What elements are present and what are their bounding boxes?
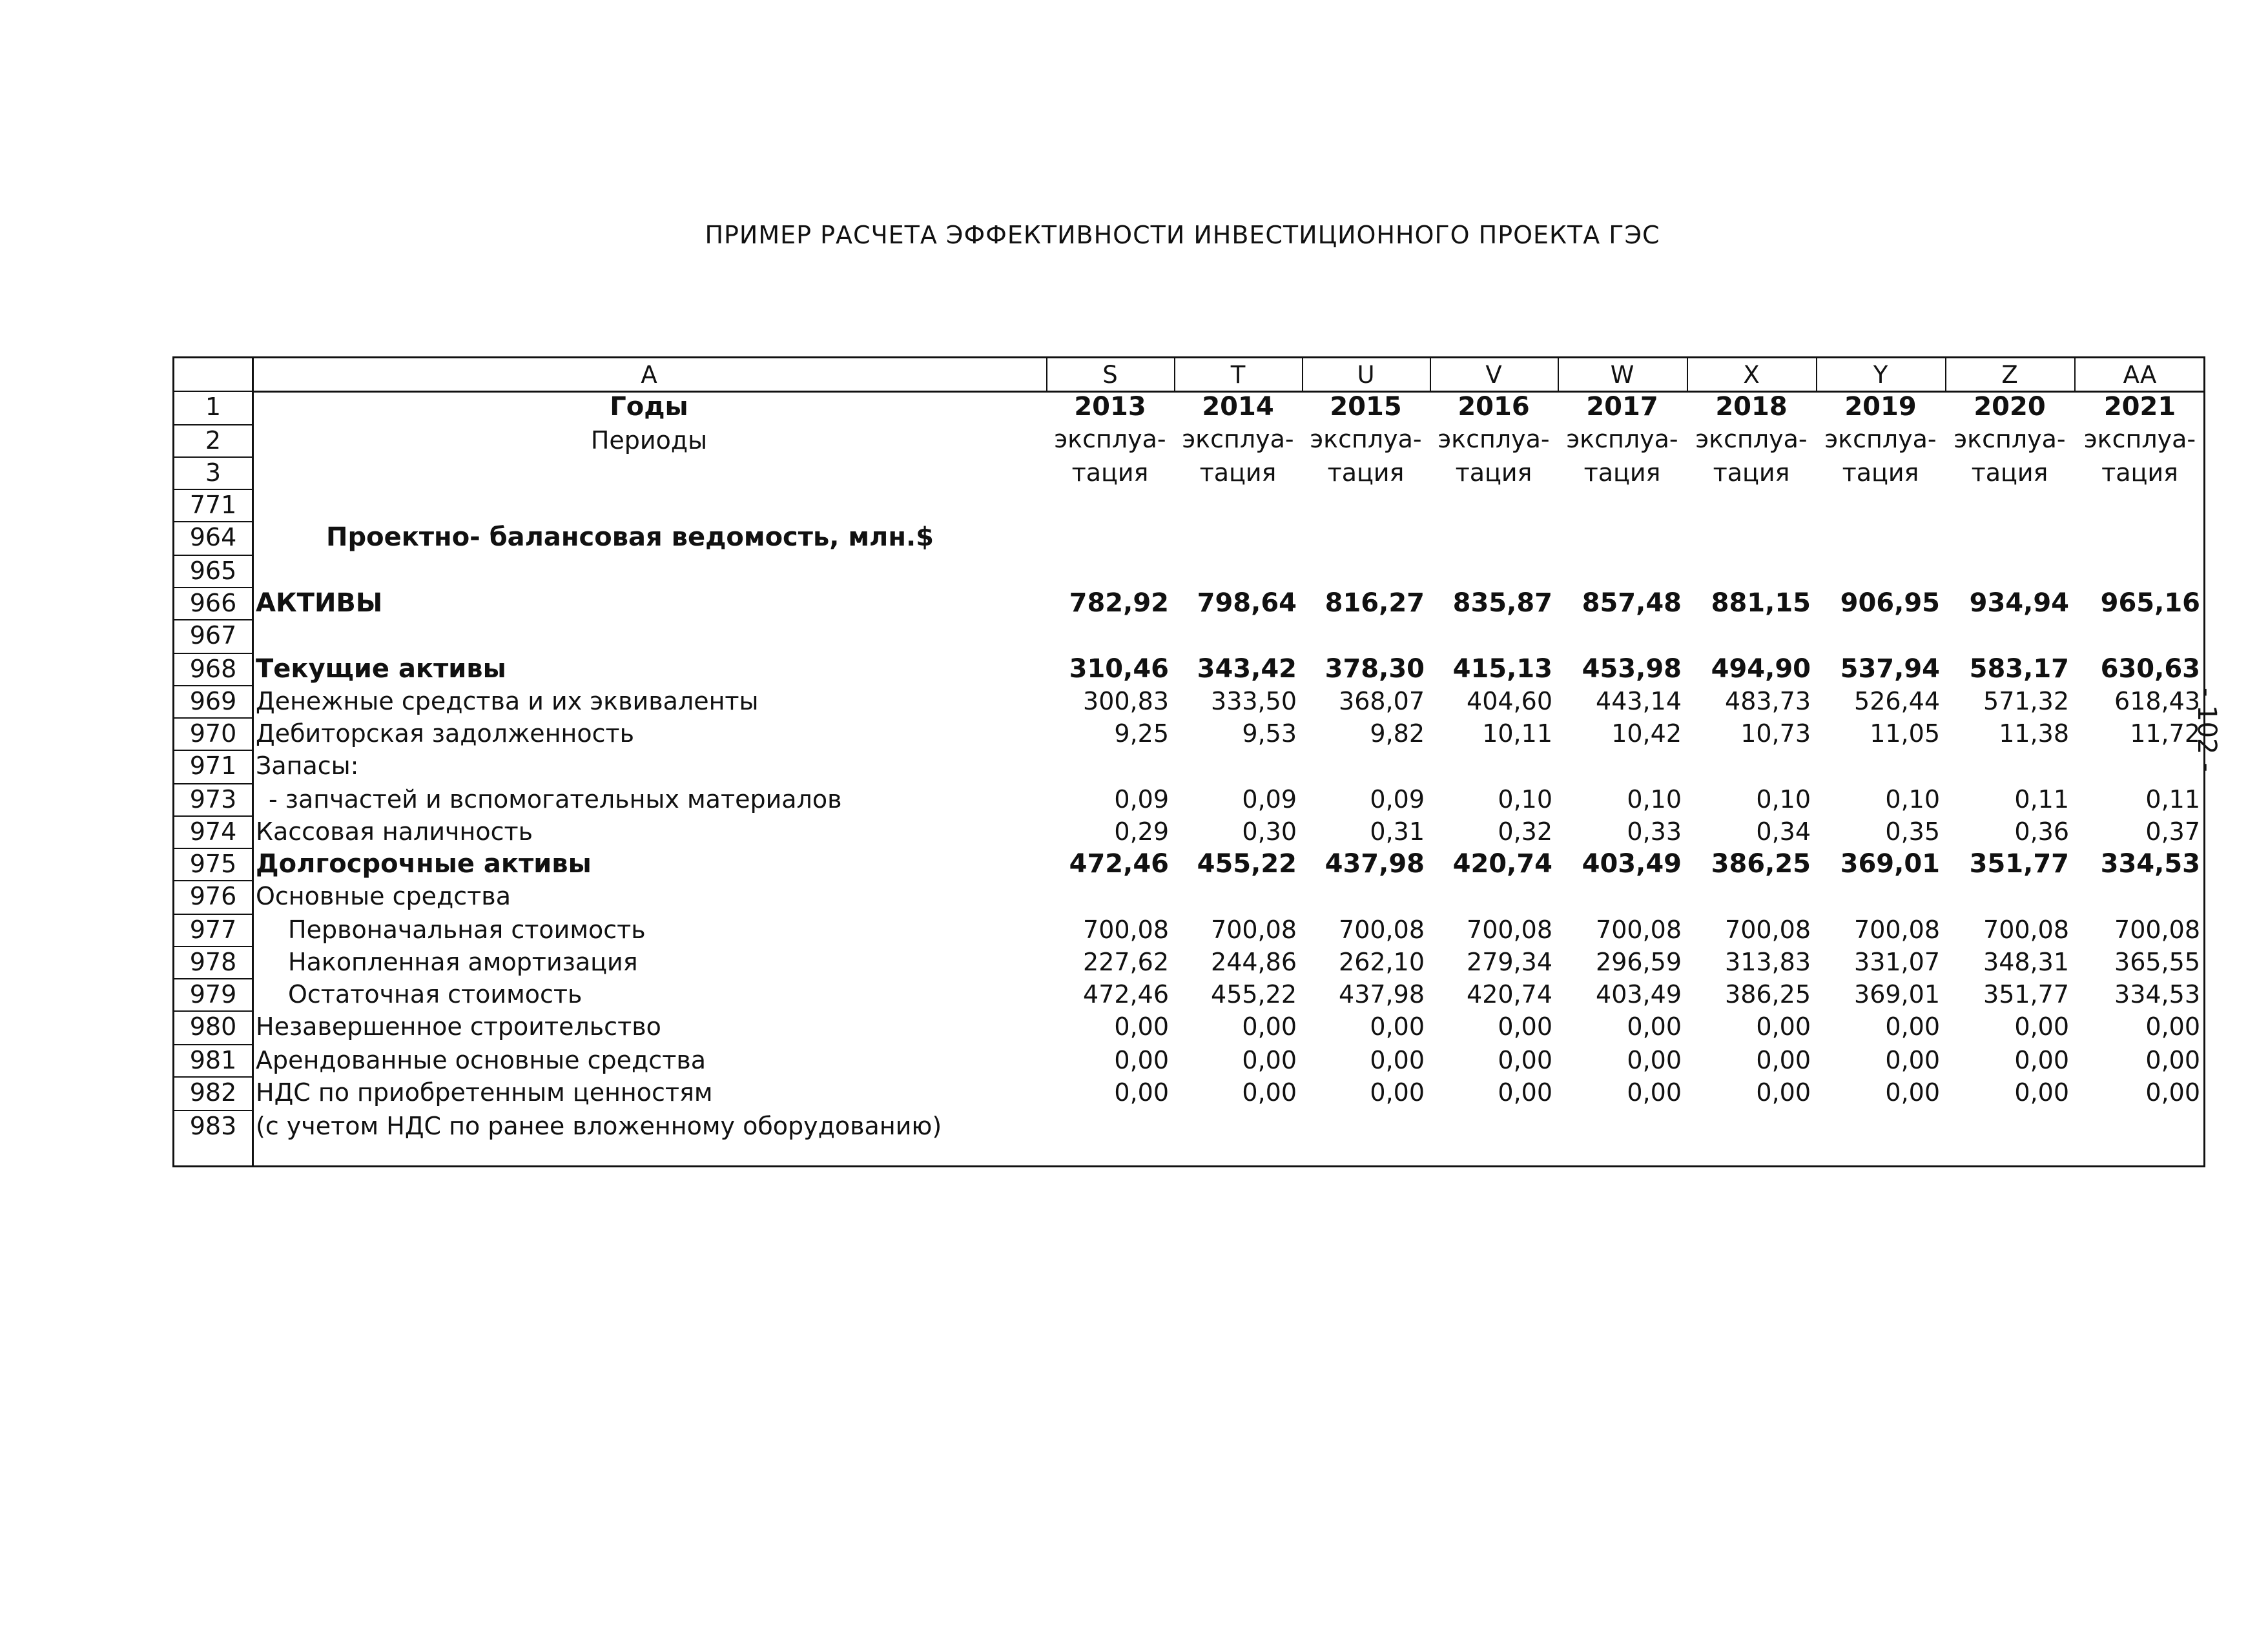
value-cell: 10,73	[1740, 719, 1811, 748]
year-cell: 2014	[1202, 392, 1274, 422]
row-number[interactable]: 977	[189, 916, 237, 944]
value-cell: 420,74	[1452, 849, 1552, 879]
period-cell: эксплуа-	[1438, 425, 1550, 453]
period-cell: тация	[1327, 458, 1405, 487]
value-cell: 0,00	[2014, 1046, 2069, 1074]
value-cell: 483,73	[1725, 687, 1811, 715]
value-cell: 310,46	[1069, 654, 1169, 684]
value-cell: 537,94	[1840, 654, 1940, 684]
value-cell: 0,00	[2014, 1012, 2069, 1041]
value-cell: 333,50	[1211, 687, 1297, 715]
value-cell: 378,30	[1325, 654, 1425, 684]
value-cell: 0,00	[1242, 1078, 1297, 1107]
year-cell: 2013	[1074, 392, 1146, 422]
value-cell: 0,29	[1114, 817, 1169, 846]
value-cell: 11,38	[1999, 719, 2069, 748]
year-cell: 2017	[1586, 392, 1658, 422]
year-cell: 2015	[1330, 392, 1402, 422]
value-cell: 0,37	[2145, 817, 2200, 846]
value-cell: 0,00	[1885, 1046, 1940, 1074]
value-cell: 0,34	[1756, 817, 1811, 846]
period-cell: эксплуа-	[1310, 425, 1422, 453]
period-cell: тация	[1971, 458, 2048, 487]
value-cell: 437,98	[1339, 980, 1425, 1009]
value-cell: 0,00	[1498, 1012, 1552, 1041]
value-cell: 700,08	[1725, 916, 1811, 944]
period-cell: тация	[1713, 458, 1790, 487]
value-cell: 334,53	[2114, 980, 2200, 1009]
column-divider	[1558, 358, 1559, 391]
value-cell: 0,11	[2014, 785, 2069, 814]
column-divider	[1174, 358, 1175, 391]
period-cell: тация	[1199, 458, 1277, 487]
value-cell: 700,08	[1467, 916, 1552, 944]
value-cell: 369,01	[1840, 849, 1940, 879]
row-label: Денежные средства и их эквиваленты	[256, 687, 759, 715]
value-cell: 415,13	[1452, 654, 1552, 684]
column-divider	[2074, 358, 2076, 391]
value-cell: 0,00	[1114, 1012, 1169, 1041]
row-label: Накопленная амортизация	[288, 948, 638, 976]
row-label: Остаточная стоимость	[288, 980, 582, 1009]
value-cell: 700,08	[1339, 916, 1425, 944]
value-cell: 0,00	[2145, 1012, 2200, 1041]
value-cell: 351,77	[1969, 849, 2069, 879]
value-cell: 965,16	[2100, 588, 2200, 618]
value-cell: 334,53	[2100, 849, 2200, 879]
value-cell: 583,17	[1969, 654, 2069, 684]
row-number[interactable]: 968	[189, 655, 237, 683]
row-number[interactable]: 3	[205, 458, 222, 487]
value-cell: 455,22	[1197, 849, 1297, 879]
value-cell: 0,00	[1885, 1078, 1940, 1107]
value-cell: 11,72	[2130, 719, 2200, 748]
column-header-t[interactable]: T	[1230, 361, 1246, 389]
value-cell: 798,64	[1197, 588, 1297, 618]
column-divider	[1430, 358, 1431, 391]
value-cell: 0,30	[1242, 817, 1297, 846]
page-number: - 102 -	[2192, 688, 2222, 772]
row-label: Долгосрочные активы	[256, 849, 592, 879]
value-cell: 0,00	[1370, 1078, 1425, 1107]
value-cell: 244,86	[1211, 948, 1297, 976]
period-cell: тация	[1455, 458, 1532, 487]
value-cell: 700,08	[1854, 916, 1940, 944]
value-cell: 494,90	[1711, 654, 1811, 684]
value-cell: 0,00	[1627, 1012, 1682, 1041]
value-cell: 403,49	[1596, 980, 1682, 1009]
value-cell: 455,22	[1211, 980, 1297, 1009]
row-number[interactable]: 975	[189, 850, 237, 878]
value-cell: 369,01	[1854, 980, 1940, 1009]
year-cell: 2020	[1974, 392, 2046, 422]
value-cell: 348,31	[1983, 948, 2069, 976]
value-cell: 403,49	[1582, 849, 1682, 879]
row-number[interactable]: 966	[189, 589, 237, 617]
row-label: - запчастей и вспомогательных материалов	[269, 785, 842, 814]
value-cell: 472,46	[1069, 849, 1169, 879]
column-header-s[interactable]: S	[1102, 361, 1118, 389]
value-cell: 0,00	[1885, 1012, 1940, 1041]
value-cell: 9,25	[1114, 719, 1169, 748]
value-cell: 386,25	[1711, 849, 1811, 879]
value-cell: 404,60	[1467, 687, 1552, 715]
value-cell: 10,42	[1611, 719, 1682, 748]
row-number[interactable]: 1	[205, 393, 222, 421]
value-cell: 700,08	[1211, 916, 1297, 944]
value-cell: 0,36	[2014, 817, 2069, 846]
value-cell: 331,07	[1854, 948, 1940, 976]
row-number[interactable]: 979	[189, 980, 237, 1009]
value-cell: 700,08	[1083, 916, 1169, 944]
row-label: Первоначальная стоимость	[288, 916, 646, 944]
value-cell: 343,42	[1197, 654, 1297, 684]
value-cell: 0,00	[1114, 1078, 1169, 1107]
value-cell: 0,00	[2145, 1078, 2200, 1107]
value-cell: 0,00	[1370, 1046, 1425, 1074]
period-cell: тация	[1071, 458, 1149, 487]
period-cell: эксплуа-	[1566, 425, 1678, 453]
row-number[interactable]: 980	[189, 1012, 237, 1041]
value-cell: 0,10	[1498, 785, 1552, 814]
value-cell: 386,25	[1725, 980, 1811, 1009]
row-number[interactable]: 771	[189, 491, 237, 519]
row-label: Незавершенное строительство	[256, 1012, 661, 1041]
column-divider	[1945, 358, 1946, 391]
row-number[interactable]: 971	[189, 752, 237, 780]
column-divider	[1816, 358, 1817, 391]
value-cell: 0,00	[1242, 1012, 1297, 1041]
page-title: ПРИМЕР РАСЧЕТА ЭФФЕКТИВНОСТИ ИНВЕСТИЦИОННОГО ПРОЕКТА ГЭС	[705, 221, 1660, 249]
value-cell: 0,00	[1498, 1046, 1552, 1074]
value-cell: 0,10	[1627, 785, 1682, 814]
column-header-z[interactable]: Z	[2001, 361, 2018, 389]
value-cell: 0,09	[1242, 785, 1297, 814]
column-header-u[interactable]: U	[1357, 361, 1375, 389]
year-cell: 2019	[1844, 392, 1917, 422]
value-cell: 700,08	[2114, 916, 2200, 944]
value-cell: 0,00	[1627, 1046, 1682, 1074]
value-cell: 0,11	[2145, 785, 2200, 814]
column-divider	[1302, 358, 1303, 391]
period-cell: эксплуа-	[2083, 425, 2196, 453]
value-cell: 9,82	[1370, 719, 1425, 748]
value-cell: 906,95	[1840, 588, 1940, 618]
year-cell: 2018	[1715, 392, 1788, 422]
period-cell: тация	[1842, 458, 1919, 487]
row-number[interactable]: 973	[189, 785, 237, 814]
value-cell: 0,00	[1756, 1078, 1811, 1107]
column-header-aa[interactable]: AA	[2123, 361, 2157, 389]
value-cell: 0,00	[1498, 1078, 1552, 1107]
value-cell: 0,00	[1370, 1012, 1425, 1041]
row-label: (с учетом НДС по ранее вложенному оборудованию)	[256, 1112, 942, 1140]
value-cell: 9,53	[1242, 719, 1297, 748]
column-header-w[interactable]: W	[1610, 361, 1634, 389]
column-header-v[interactable]: V	[1485, 361, 1502, 389]
value-cell: 296,59	[1596, 948, 1682, 976]
value-cell: 881,15	[1711, 588, 1811, 618]
value-cell: 227,62	[1083, 948, 1169, 976]
column-divider	[1046, 358, 1047, 391]
value-cell: 300,83	[1083, 687, 1169, 715]
years-label: Годы	[610, 392, 688, 422]
value-cell: 368,07	[1339, 687, 1425, 715]
row-number[interactable]: 969	[189, 687, 237, 715]
value-cell: 0,09	[1114, 785, 1169, 814]
value-cell: 453,98	[1582, 654, 1682, 684]
value-cell: 0,00	[1756, 1012, 1811, 1041]
periods-label: Периоды	[590, 426, 708, 455]
period-cell: эксплуа-	[1695, 425, 1808, 453]
value-cell: 313,83	[1725, 948, 1811, 976]
value-cell: 420,74	[1467, 980, 1552, 1009]
value-cell: 0,00	[1756, 1046, 1811, 1074]
value-cell: 10,11	[1482, 719, 1552, 748]
row-number[interactable]: 964	[189, 523, 237, 551]
value-cell: 472,46	[1083, 980, 1169, 1009]
row-number[interactable]: 981	[189, 1046, 237, 1074]
value-cell: 437,98	[1325, 849, 1425, 879]
year-cell: 2021	[2103, 392, 2176, 422]
period-cell: тация	[1583, 458, 1661, 487]
value-cell: 700,08	[1983, 916, 2069, 944]
period-cell: эксплуа-	[1824, 425, 1937, 453]
value-cell: 11,05	[1870, 719, 1940, 748]
value-cell: 0,00	[1627, 1078, 1682, 1107]
row-number[interactable]: 974	[189, 817, 237, 846]
value-cell: 0,09	[1370, 785, 1425, 814]
row-number[interactable]: 965	[189, 557, 237, 585]
column-header-x[interactable]: X	[1743, 361, 1760, 389]
period-cell: эксплуа-	[1182, 425, 1294, 453]
row-label: Кассовая наличность	[256, 817, 533, 846]
row-number[interactable]: 976	[189, 882, 237, 910]
period-cell: тация	[2101, 458, 2178, 487]
period-cell: эксплуа-	[1954, 425, 2066, 453]
row-number[interactable]: 2	[205, 426, 222, 455]
row-number[interactable]: 983	[189, 1112, 237, 1140]
value-cell: 0,31	[1370, 817, 1425, 846]
value-cell: 0,33	[1627, 817, 1682, 846]
value-cell: 857,48	[1582, 588, 1682, 618]
value-cell: 0,00	[2014, 1078, 2069, 1107]
value-cell: 351,77	[1983, 980, 2069, 1009]
period-cell: эксплуа-	[1054, 425, 1166, 453]
value-cell: 262,10	[1339, 948, 1425, 976]
value-cell: 443,14	[1596, 687, 1682, 715]
value-cell: 835,87	[1452, 588, 1552, 618]
value-cell: 0,10	[1756, 785, 1811, 814]
row-label: АКТИВЫ	[256, 588, 383, 618]
value-cell: 0,00	[1242, 1046, 1297, 1074]
column-divider	[1687, 358, 1688, 391]
value-cell: 0,32	[1498, 817, 1552, 846]
row-label: Запасы:	[256, 752, 359, 780]
value-cell: 630,63	[2100, 654, 2200, 684]
value-cell: 571,32	[1983, 687, 2069, 715]
row-number[interactable]: 970	[189, 719, 237, 748]
year-cell: 2016	[1458, 392, 1530, 422]
row-label: Арендованные основные средства	[256, 1046, 706, 1074]
section-title: Проектно- балансовая ведомость, млн.$	[326, 522, 934, 552]
value-cell: 700,08	[1596, 916, 1682, 944]
value-cell: 0,00	[1114, 1046, 1169, 1074]
row-label: Основные средства	[256, 882, 511, 910]
value-cell: 0,00	[2145, 1046, 2200, 1074]
column-header-y[interactable]: Y	[1873, 361, 1888, 389]
value-cell: 816,27	[1325, 588, 1425, 618]
spreadsheet	[172, 356, 2205, 1167]
value-cell: 526,44	[1854, 687, 1940, 715]
value-cell: 0,10	[1885, 785, 1940, 814]
value-cell: 279,34	[1467, 948, 1552, 976]
value-cell: 934,94	[1969, 588, 2069, 618]
value-cell: 782,92	[1069, 588, 1169, 618]
row-label: Текущие активы	[256, 654, 506, 684]
value-cell: 618,43	[2114, 687, 2200, 715]
row-label: Дебиторская задолженность	[256, 719, 635, 748]
row-number[interactable]: 982	[189, 1078, 237, 1107]
value-cell: 365,55	[2114, 948, 2200, 976]
column-header-a[interactable]: A	[641, 361, 657, 389]
row-number[interactable]: 967	[189, 621, 237, 650]
value-cell: 0,35	[1885, 817, 1940, 846]
row-label: НДС по приобретенным ценностям	[256, 1078, 713, 1107]
row-number[interactable]: 978	[189, 948, 237, 976]
